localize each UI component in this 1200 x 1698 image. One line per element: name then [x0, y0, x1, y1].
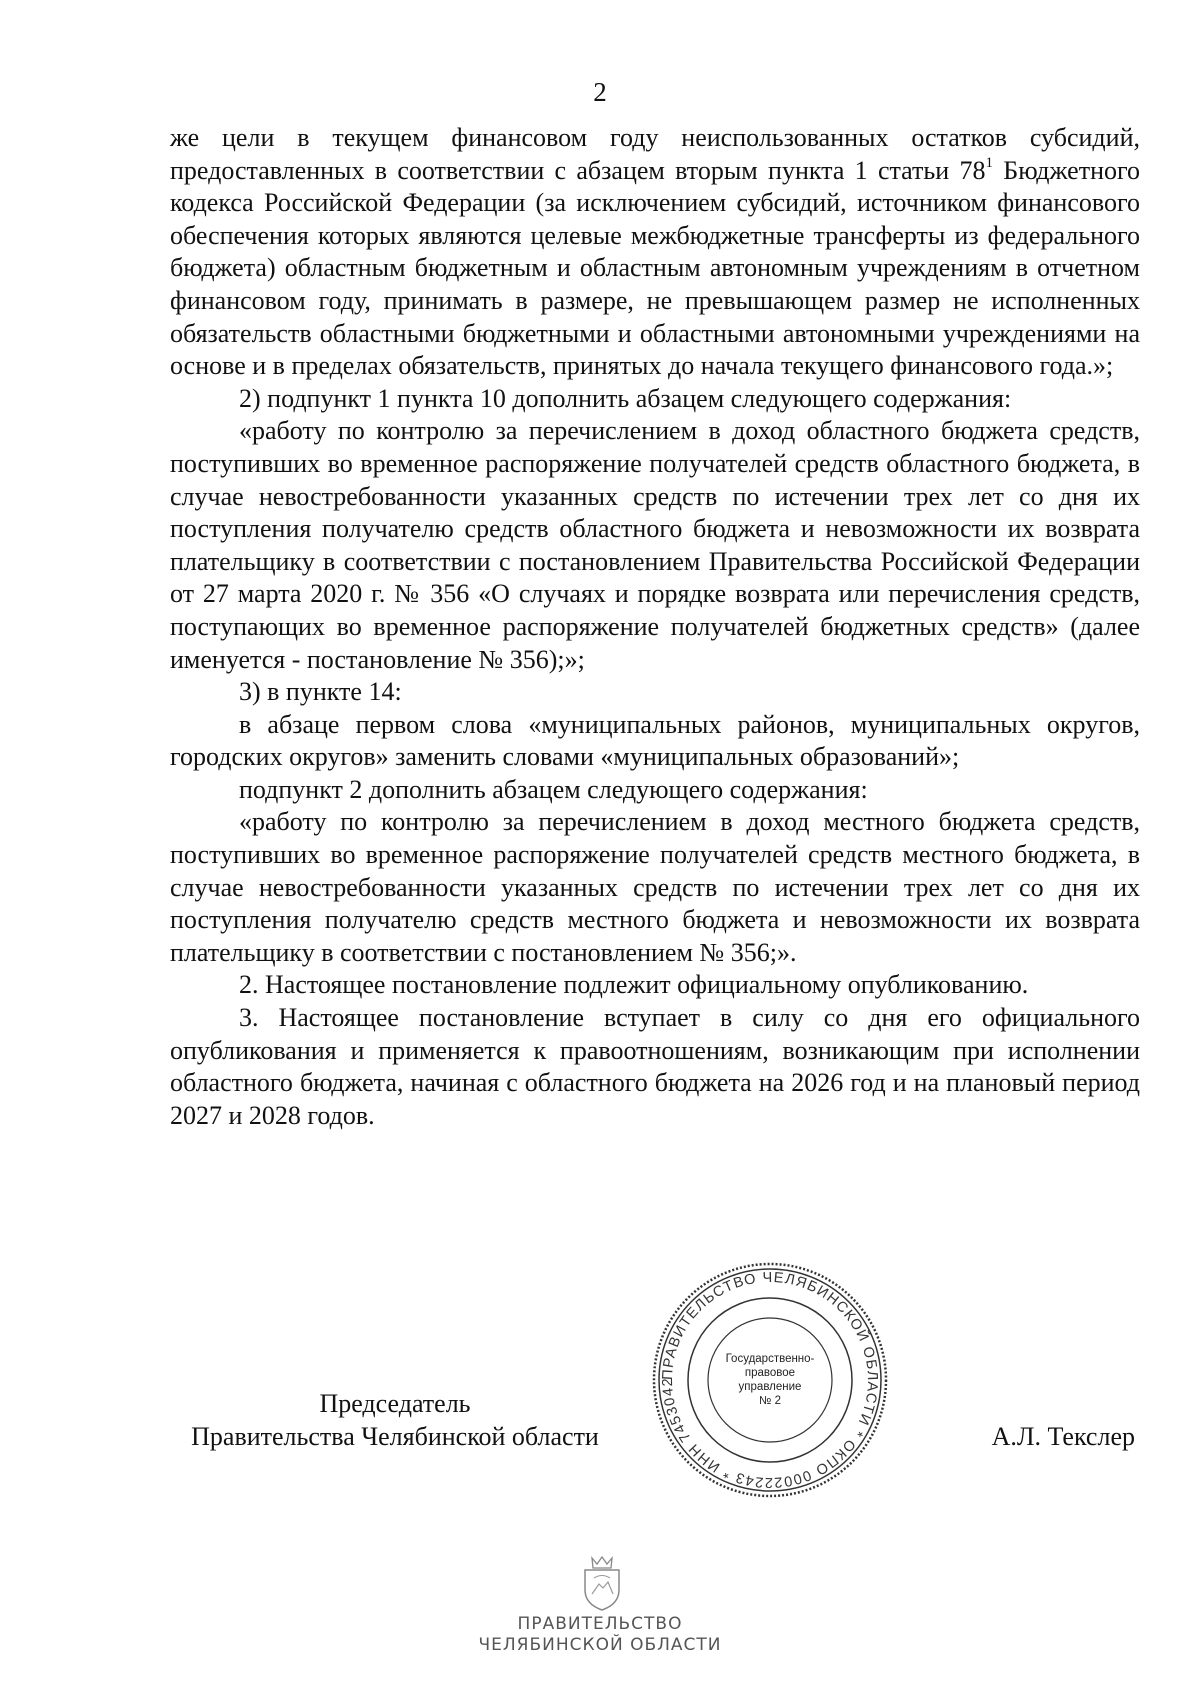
paragraph-point-3: 3. Настоящее постановление вступает в силу со дня его официального опубликования и применяется к правоотношениям, возникающим при исполнении областного бюджета, начиная с областного бюджета на 2026 год и на плановый период 2027 и 2028 годов. [170, 1003, 1140, 1130]
paragraph-text: же цели в текущем финансовом году неиспользованных остатков субсидий, предоставленных в соответствии с абзацем вторым пункта 1 статьи 78 [170, 123, 1140, 185]
signatory-position [165, 1387, 625, 1453]
document-body [170, 122, 1140, 1132]
paragraph-continuation [170, 122, 1140, 383]
seal-inner-line: № 2 [759, 1395, 781, 1407]
paragraph-text: Бюджетного кодекса Российской Федерации (за исключением субсидий, источником финансового обеспечения которых являются целевые межбюджетные трансферты из федерального бюджета) областным бюджетным и областным автономным учреждениям в отчетном финансовом году, принимать в размере, не превышающем размер не исполненных обязательств областными бюджетными и областными автономными учреждениями на основе и в пределах обязательств, принятых до начала текущего финансового года.»; [170, 155, 1140, 381]
article-superscript: 1 [985, 154, 993, 171]
footer-line-2: ЧЕЛЯБИНСКОЙ ОБЛАСТИ [478, 1635, 722, 1655]
page-number: 2 [593, 77, 607, 107]
paragraph-first-abzac: в абзаце первом слова «муниципальных районов, муниципальных округов, городских округов» заменить словами «муниципальных образований»; [170, 709, 1140, 772]
emblem-graphic [577, 1554, 627, 1612]
seal-inner-line: Государственно- [725, 1353, 815, 1365]
paragraph-item-3: 3) в пункте 14: [239, 677, 402, 707]
official-seal-icon [650, 1260, 890, 1500]
seal-inner-line: управление [738, 1381, 802, 1393]
paragraph-point-2: 2. Настоящее постановление подлежит официальному опубликованию. [239, 970, 1029, 1000]
position-line-2: Правительства Челябинской области [191, 1422, 599, 1451]
paragraph-subitem-2: подпункт 2 дополнить абзацем следующего содержания: [239, 774, 868, 804]
paragraph-quote-local: «работу по контролю за перечислением в доход местного бюджета средств, поступивших во временное распоряжение получателей средств местного бюджета, в случае невостребованности указанных средств по истечении трех лет со дня их поступления получателю средств местного бюджета и невозможности их возврата плательщику в соответствии с постановлением № 356;». [170, 807, 1140, 967]
footer-organization [0, 1614, 1200, 1656]
seal-inner-line: правовое [744, 1367, 796, 1379]
position-line-1: Председатель [319, 1389, 471, 1418]
seal-center [710, 1320, 830, 1440]
paragraph-quote-regional: «работу по контролю за перечислением в доход областного бюджета средств, поступивших во временное распоряжение получателей средств областного бюджета, в случае невостребованности указанных средств по истечении трех лет со дня их поступления получателю средств областного бюджета и невозможности их возврата плательщику в соответствии с постановлением Правительства Российской Федерации от 27 марта 2020 г. № 356 «О случаях и порядке возврата или перечисления средств, поступающих во временное распоряжение получателей бюджетных средств» (далее именуется - постановление № 356);»; [170, 416, 1140, 674]
coat-of-arms-icon [577, 1554, 627, 1612]
signatory-name: А.Л. Текслер [991, 1422, 1135, 1451]
footer-line-1: ПРАВИТЕЛЬСТВО [517, 1614, 683, 1634]
seal-ring-text: ПРАВИТЕЛЬСТВО ЧЕЛЯБИНСКОЙ ОБЛАСТИ * ОКПО 00022243 * ИНН 7453042 [659, 1269, 881, 1491]
paragraph-item-2: 2) подпункт 1 пункта 10 дополнить абзацем следующего содержания: [239, 383, 1012, 413]
